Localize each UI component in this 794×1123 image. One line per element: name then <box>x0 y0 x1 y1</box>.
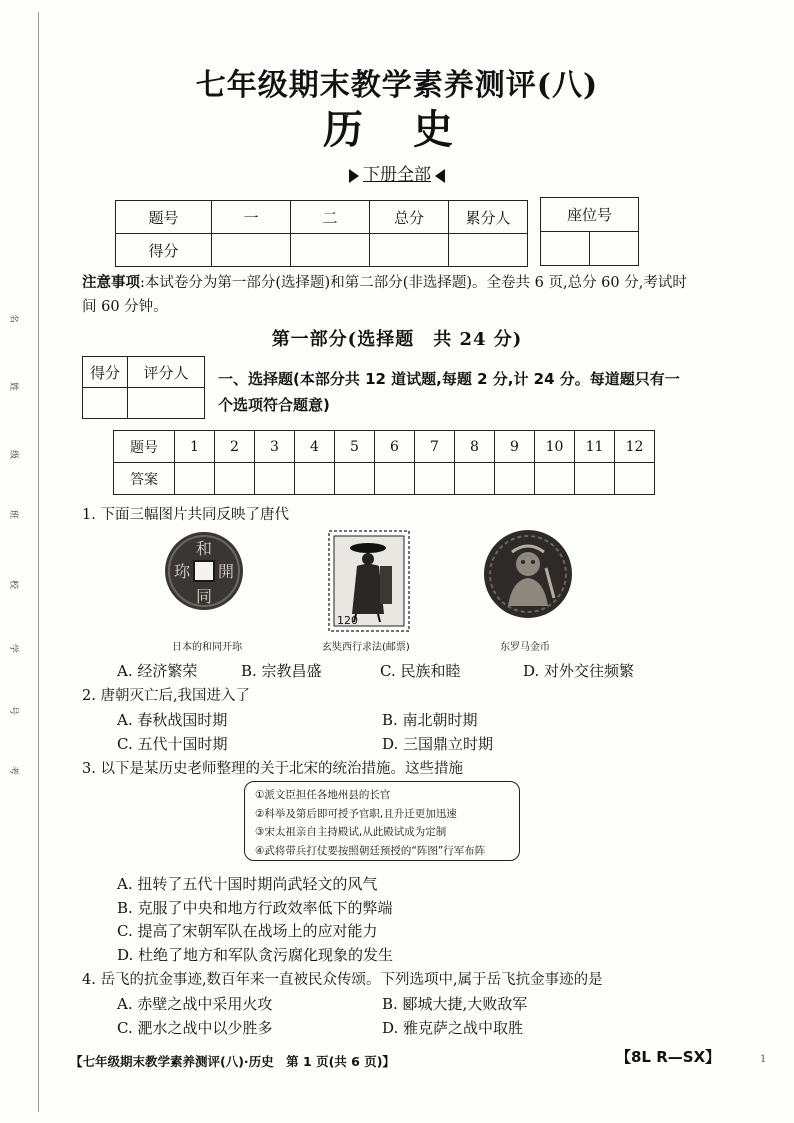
q4-option-b[interactable]: B. 郾城大捷,大败敌军 <box>382 995 528 1013</box>
answer-number-cell: 6 <box>375 431 415 463</box>
part1-title: 第一部分(选择题 共 24 分) <box>271 329 523 350</box>
footer-mark: 1 <box>760 1054 767 1065</box>
grader-score-cell[interactable] <box>83 388 128 419</box>
measures-box <box>244 781 520 861</box>
score-input-cell[interactable] <box>370 234 449 267</box>
xuanzang-stamp-image <box>328 530 410 632</box>
seat-input-cell[interactable] <box>590 232 639 266</box>
question-2-stem: 2. 唐朝灭亡后,我国进入了 <box>82 688 251 704</box>
q3-option-c[interactable]: C. 提高了宋朝军队在战场上的应对能力 <box>117 922 378 940</box>
edition-label <box>0 160 794 185</box>
side-char: 名 <box>8 313 19 324</box>
section1-heading: 一、选择题(本部分共 12 道试题,每题 2 分,计 24 分。每道题只有一个选项符合题意) <box>218 370 680 414</box>
exam-title: 七年级期末教学素养测评(八) <box>195 68 599 103</box>
seat-input-cell[interactable] <box>541 232 590 266</box>
answer-input-cell[interactable] <box>375 463 415 495</box>
q2-option-a[interactable]: A. 春秋战国时期 <box>117 711 228 729</box>
question-3-stem: 3. 以下是某历史老师整理的关于北宋的统治措施。这些措施 <box>82 761 463 777</box>
score-row-label: 得分 <box>116 234 212 267</box>
grader-score-label: 得分 <box>83 357 128 388</box>
score-header-cell: 累分人 <box>449 201 528 234</box>
q3-option-d[interactable]: D. 杜绝了地方和军队贪污腐化现象的发生 <box>117 946 394 964</box>
answer-input-cell[interactable] <box>255 463 295 495</box>
answer-number-cell: 9 <box>495 431 535 463</box>
q4-option-d[interactable]: D. 雅克萨之战中取胜 <box>382 1019 524 1037</box>
side-char: 姓 <box>8 381 19 392</box>
q1-option-d[interactable]: D. 对外交往频繁 <box>523 662 635 680</box>
answer-input-cell[interactable] <box>215 463 255 495</box>
measure-item: ③宋太祖亲自主持殿试,从此殿试成为定制 <box>255 826 447 838</box>
side-char: 学 <box>8 643 19 654</box>
measure-item: ②科举及第后即可授予官职,且升迁更加迅速 <box>255 807 457 820</box>
answer-input-cell[interactable] <box>535 463 575 495</box>
caption-wado-coin: 日本的和同开珎 <box>172 642 242 653</box>
notice-text: :本试卷分为第一部分(选择题)和第二部分(非选择题)。全卷共 6 页,总分 60 分,考试时间 60 分钟。 <box>82 275 687 315</box>
q4-option-c[interactable]: C. 淝水之战中以少胜多 <box>117 1019 273 1037</box>
footer-page-info: 【七年级期末教学素养测评(八)·历史 第 1 页(共 6 页)】 <box>70 1054 395 1069</box>
answer-row-label: 答案 <box>114 463 175 495</box>
answer-number-cell: 3 <box>255 431 295 463</box>
answer-number-cell: 7 <box>415 431 455 463</box>
seat-label: 座位号 <box>541 198 639 232</box>
answer-number-cell: 10 <box>535 431 575 463</box>
edition-text: 下册全部 <box>363 165 431 185</box>
score-input-cell[interactable] <box>291 234 370 267</box>
triangle-right-icon <box>349 169 359 183</box>
coin-char: 和 <box>195 539 213 558</box>
score-input-cell[interactable] <box>449 234 528 267</box>
caption-gold-coin: 东罗马金币 <box>500 642 550 653</box>
side-char: 级 <box>8 449 19 460</box>
measure-item: ①派文臣担任各地州县的长官 <box>255 789 391 801</box>
answer-input-cell[interactable] <box>295 463 335 495</box>
notice-label: 注意事项 <box>82 275 140 291</box>
seat-table <box>540 197 639 266</box>
answer-number-cell: 8 <box>455 431 495 463</box>
measure-item: ④武将带兵打仗要按照朝廷预授的“阵图”行军布阵 <box>255 844 486 857</box>
score-table <box>115 200 528 267</box>
q4-option-a[interactable]: A. 赤壁之战中采用火攻 <box>117 995 273 1013</box>
score-header-cell: 二 <box>291 201 370 234</box>
answer-input-cell[interactable] <box>615 463 655 495</box>
answer-input-cell[interactable] <box>335 463 375 495</box>
answer-number-cell: 2 <box>215 431 255 463</box>
score-header-cell: 题号 <box>116 201 212 234</box>
answer-header-label: 题号 <box>114 431 175 463</box>
wado-kaichin-coin-image <box>163 530 245 612</box>
coin-char: 珎 <box>173 562 191 581</box>
side-char: 号 <box>8 705 19 716</box>
coin-char: 同 <box>195 587 213 606</box>
question-1-stem: 1. 下面三幅图片共同反映了唐代 <box>82 507 289 523</box>
coin-char: 開 <box>217 562 235 581</box>
side-char: 班 <box>8 509 19 520</box>
q1-option-a[interactable]: A. 经济繁荣 <box>117 662 198 680</box>
grader-name-cell[interactable] <box>128 388 205 419</box>
q2-option-d[interactable]: D. 三国鼎立时期 <box>382 735 494 753</box>
answer-table <box>113 430 655 495</box>
score-header-cell: 一 <box>212 201 291 234</box>
answer-number-cell: 4 <box>295 431 335 463</box>
q3-option-b[interactable]: B. 克服了中央和地方行政效率低下的弊端 <box>117 899 393 917</box>
answer-number-cell: 12 <box>615 431 655 463</box>
answer-number-cell: 11 <box>575 431 615 463</box>
q2-option-b[interactable]: B. 南北朝时期 <box>382 711 478 729</box>
caption-xuanzang-stamp: 玄奘西行求法(邮票) <box>322 642 410 653</box>
triangle-left-icon <box>435 169 445 183</box>
score-header-cell: 总分 <box>370 201 449 234</box>
answer-input-cell[interactable] <box>415 463 455 495</box>
subject-title: 历 史 <box>323 106 471 153</box>
footer-code: 【8L R—SX】 <box>616 1048 721 1066</box>
answer-number-cell: 1 <box>175 431 215 463</box>
answer-input-cell[interactable] <box>495 463 535 495</box>
answer-number-cell: 5 <box>335 431 375 463</box>
q2-option-c[interactable]: C. 五代十国时期 <box>117 735 228 753</box>
side-char: 校 <box>8 579 19 590</box>
question-4-stem: 4. 岳飞的抗金事迹,数百年来一直被民众传颂。下列选项中,属于岳飞抗金事迹的是 <box>82 972 603 988</box>
score-input-cell[interactable] <box>212 234 291 267</box>
grader-table <box>82 356 205 419</box>
answer-input-cell[interactable] <box>575 463 615 495</box>
answer-input-cell[interactable] <box>455 463 495 495</box>
stamp-value: 120 <box>337 614 358 627</box>
answer-input-cell[interactable] <box>175 463 215 495</box>
q3-option-a[interactable]: A. 扭转了五代十国时期尚武轻文的风气 <box>117 875 378 893</box>
notice <box>82 271 692 319</box>
q1-option-c[interactable]: C. 民族和睦 <box>380 662 461 680</box>
grader-name-label: 评分人 <box>128 357 205 388</box>
side-char: 考 <box>8 765 19 776</box>
q1-option-b[interactable]: B. 宗教昌盛 <box>241 662 322 680</box>
byzantine-gold-coin-image <box>482 528 574 620</box>
